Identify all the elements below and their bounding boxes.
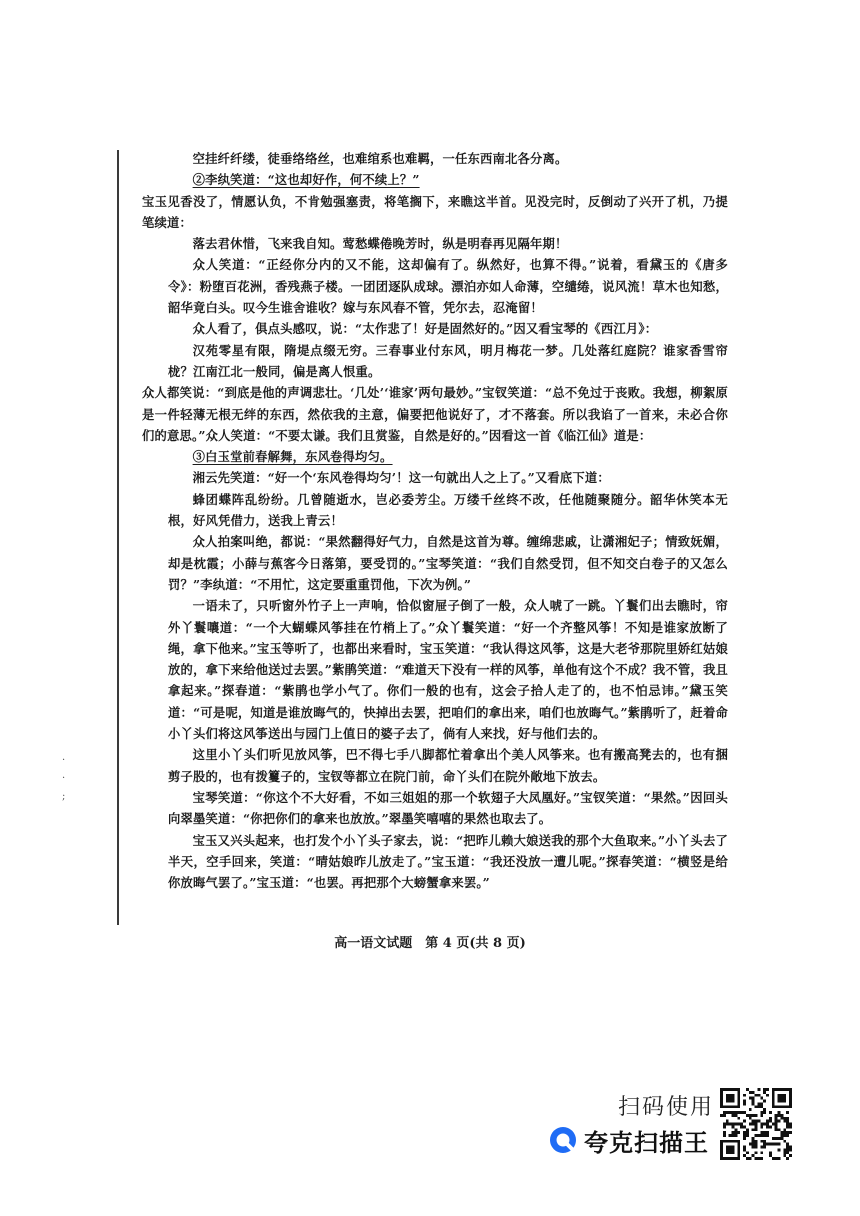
paragraph: 宝玉又兴头起来，也打发个小丫头子家去，说：“把昨儿赖大娘送我的那个大鱼取来。”小丫头去了半天，空手回来，笑道：“晴姑娘昨儿放走了。”宝玉道：“我还没放一遭儿呢。”探春笑道：“横竖是给你放晦气罢了。”宝玉道：“也罢。再把那个大螃蟹拿来罢。” xyxy=(168,832,728,891)
paragraph: 这里小丫头们听见放风筝，巴不得七手八脚都忙着拿出个美人风筝来。也有搬高凳去的，也有捆剪子股的，也有拨籰子的，宝钗等都立在院门前，命丫头们在院外敞地下放去。 xyxy=(168,747,728,784)
paragraph: 汉苑零星有限，隋堤点缀无穷。三春事业付东风，明月梅花一梦。几处落红庭院？谁家香雪帘栊？江南江北一般同，偏是离人恨重。 xyxy=(168,342,728,379)
paragraph: 湘云先笑道：“好一个‘东风卷得均匀’！这一句就出人之上了。”又看底下道： xyxy=(192,470,610,486)
brand-name: 夸克扫描王 xyxy=(584,1128,709,1157)
paragraph: 众人拍案叫绝，都说：“果然翻得好气力，自然是这首为尊。缠绵悲戚，让潇湘妃子；情致妩媚，却是枕霞；小薛与蕉客今日落第，要受罚的。”宝琴笑道：“我们自然受罚，但不知交白卷子的又怎么罚？”李纨道：“不用忙，这定要重重罚他，下次为例。” xyxy=(168,534,728,592)
paragraph: 落去君休惜，飞来我自知。莺愁蝶倦晚芳时，纵是明春再见隔年期！ xyxy=(192,236,568,252)
paragraph: 众人笑道：“正经你分内的又不能，这却偏有了。纵然好，也算不得。”说着，看黛玉的《唐多令》：粉堕百花洲，香残燕子楼。一团团逐队成球。漂泊亦如人命薄，空缱绻，说风流！草木也知愁，韶华竟白头。叹今生谁舍谁收？嫁与东风春不管，凭尔去，忍淹留！ xyxy=(168,257,728,316)
qr-code-icon[interactable] xyxy=(720,1088,792,1160)
margin-dots: · · ; xyxy=(62,755,66,802)
page-footer: 高一语文试题 第 4 页(共 8 页) xyxy=(334,936,526,951)
paragraph: 一语未了，只听窗外竹子上一声响，恰似窗屉子倒了一般，众人唬了一跳。丫鬟们出去瞧时，帘外丫鬟嚷道：“一个大蝴蝶风筝挂在竹梢上了。”众丫鬟笑道：“好一个齐整风筝！不知是谁家放断了绳，拿下他来。”宝玉等听了，也都出来看时，宝玉笑道：“我认得这风筝，这是大老爷那院里娇红姑娘放的，拿下来给他送过去罢。”紫鹃笑道：“难道天下没有一样的风筝，单他有这个不成？我不管，我且拿起来。”探春道：“紫鹃也学小气了。你们一般的也有，这会子拾人走了的，也不怕忌讳。”黛玉笑道：“可是呢，知道是谁放晦气的，快掉出去罢，把咱们的拿出来，咱们也放晦气。”紫鹃听了，赶着命小丫头们将这风筝送出与园门上值日的婆子去了，倘有人来找，好与他们去的。 xyxy=(168,598,728,742)
paragraph: 蜂团蝶阵乱纷纷。几曾随逝水，岂必委芳尘。万缕千丝终不改，任他随聚随分。韶华休笑本无根，好风凭借力，送我上青云！ xyxy=(168,491,728,529)
scan-to-use-label: 扫码使用 xyxy=(618,1095,715,1120)
scanner-brand xyxy=(548,1123,709,1157)
binding-margin-line xyxy=(117,150,119,925)
paragraph: 空挂纤纤缕，徒垂络络丝，也难绾系也难羁，一任东西南北各分离。 xyxy=(192,151,568,166)
paragraph: 宝琴笑道：“你这个不大好看，不如三姐姐的那一个软翅子大凤凰好。”宝钗笑道：“果然。”因回头向翠墨笑道：“你把你们的拿来也放放。”翠墨笑嘻嘻的果然也取去了。 xyxy=(168,789,728,827)
paragraph: 众人看了，俱点头感叹，说：“太作悲了！好是固然好的。”因又看宝琴的《西江月》： xyxy=(192,321,658,337)
paragraph: 宝玉见香没了，情愿认负，不肯勉强塞责，将笔搁下，来瞧这半首。见没完时，反倒动了兴开了机，乃提笔续道： xyxy=(142,193,728,230)
paragraph: ③白玉堂前春解舞，东风卷得均匀。 xyxy=(192,449,393,465)
passage-body xyxy=(142,148,728,893)
paragraph: 众人都笑说：“到底是他的声调悲壮。‘几处’‘谁家’两句最妙。”宝钗笑道：“总不免过于丧败。我想，柳絮原是一件轻薄无根无绊的东西，然依我的主意，偏要把他说好了，才不落套。所以我谄了一首来，未必合你们的意思。”众人笑道：“不要太谦。我们且赏鉴，自然是好的。”因看这一首《临江仙》道是： xyxy=(142,385,728,443)
paragraph: ②李纨笑道：“这也却好作，何不续上？” xyxy=(192,172,420,188)
brand-logo-icon xyxy=(548,1125,578,1155)
